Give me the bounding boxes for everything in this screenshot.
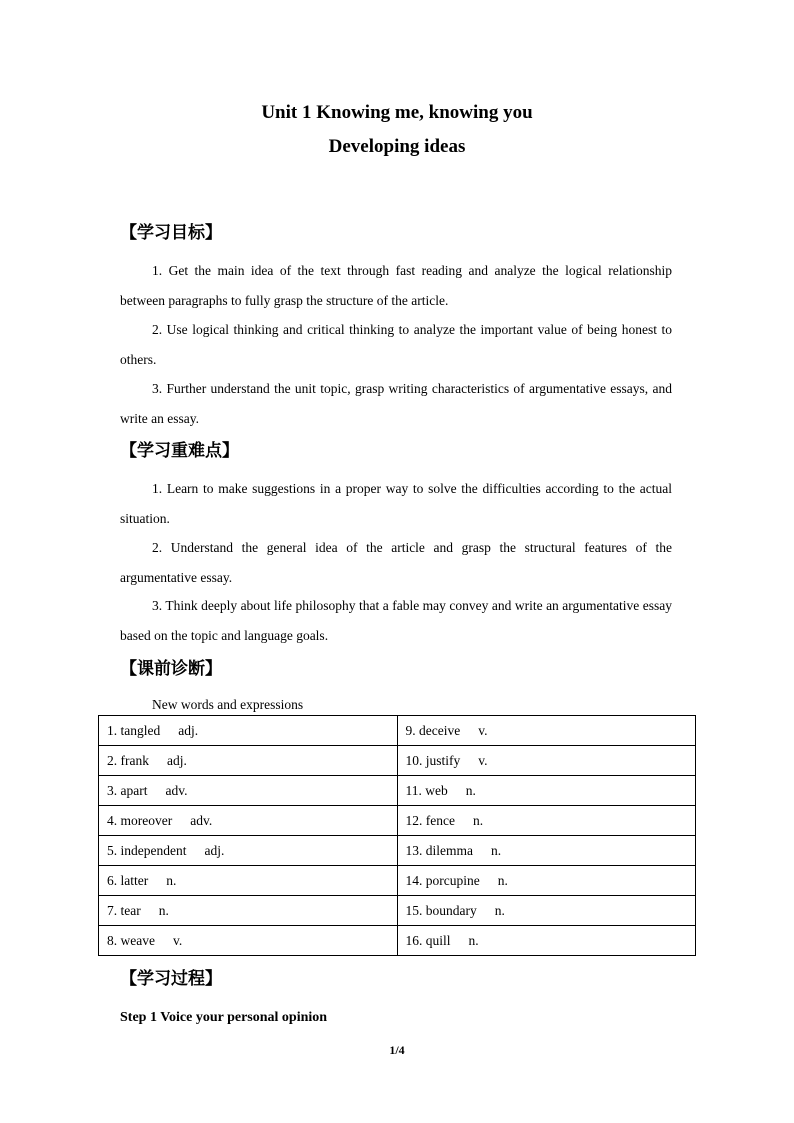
vocab-word: 6. latter [107,872,149,888]
vocab-word: 1. tangled [107,722,161,738]
vocab-word: 3. apart [107,782,148,798]
vocab-part-of-speech: adv. [165,782,188,798]
vocab-word: 14. porcupine [405,872,480,888]
vocab-word: 16. quill [405,932,451,948]
vocab-cell [99,716,398,746]
table-row [99,896,696,926]
vocab-cell [397,836,696,866]
table-row [99,836,696,866]
vocab-cell [397,926,696,956]
vocab-part-of-speech: n. [472,812,484,828]
objective-item: 2. Use logical thinking and critical thinking to analyze the important value of being honest to others. [120,322,672,367]
step-1-heading: Step 1 Voice your personal opinion [120,1010,328,1025]
vocab-word: 2. frank [107,752,149,768]
vocab-part-of-speech: n. [158,902,169,918]
vocab-part-of-speech: n. [494,902,505,918]
vocab-cell [397,746,696,776]
vocab-cell [99,776,398,806]
vocab-cell [99,746,398,776]
objective-item: 1. Get the main idea of the text through fast reading and analyze the logical relationship between paragraphs to fully grasp the structure of the article. [120,263,672,308]
vocab-part-of-speech: adj. [166,752,187,768]
vocab-part-of-speech: n. [468,932,479,948]
vocab-word: 15. boundary [405,902,477,918]
vocab-cell [397,866,696,896]
vocab-cell [397,806,696,836]
vocab-word: 11. web [405,782,448,798]
vocab-word: 9. deceive [405,722,461,738]
page-subtitle: Developing ideas [328,136,466,157]
vocab-word: 13. dilemma [405,842,473,858]
vocab-part-of-speech: v. [478,722,488,738]
table-row [99,926,696,956]
objective-item: 3. Further understand the unit topic, grasp writing characteristics of argumentative essays, and write an essay. [120,381,672,426]
vocab-cell [397,896,696,926]
vocab-part-of-speech: adv. [190,812,213,828]
vocab-cell [397,776,696,806]
table-row [99,866,696,896]
vocab-cell [99,896,398,926]
table-row [99,746,696,776]
process-heading: 【学习过程】 [120,969,222,989]
vocab-cell [99,836,398,866]
table-row [99,776,696,806]
vocabulary-table [98,715,696,956]
table-row [99,806,696,836]
vocab-part-of-speech: n. [491,842,502,858]
key-point-item: 3. Think deeply about life philosophy that a fable may convey and write an argumentative essay based on the topic and language goals. [120,598,672,643]
vocab-cell [99,806,398,836]
vocab-word: 5. independent [107,842,187,858]
vocab-cell [99,926,398,956]
page-number: 1/4 [389,1043,405,1057]
vocabulary-intro: New words and expressions [152,697,304,712]
vocab-word: 10. justify [405,752,461,768]
objectives-heading: 【学习目标】 [120,223,222,243]
key-points-heading: 【学习重难点】 [120,441,239,461]
diagnosis-heading: 【课前诊断】 [120,659,222,679]
vocab-cell [397,716,696,746]
key-point-item: 1. Learn to make suggestions in a proper way to solve the difficulties according to the actual situation. [120,481,672,526]
vocab-word: 4. moreover [107,812,173,828]
key-point-item: 2. Understand the general idea of the article and grasp the structural features of the argumentative essay. [120,540,672,585]
vocab-part-of-speech: n. [166,872,177,888]
table-row [99,716,696,746]
vocab-part-of-speech: adj. [204,842,225,858]
vocab-cell [99,866,398,896]
vocab-part-of-speech: n. [465,782,476,798]
vocab-word: 8. weave [107,932,155,948]
page-title: Unit 1 Knowing me, knowing you [261,102,533,123]
vocab-part-of-speech: v. [172,932,183,948]
vocab-part-of-speech: v. [478,752,488,768]
vocab-part-of-speech: n. [497,872,508,888]
vocab-word: 7. tear [107,902,141,918]
vocab-part-of-speech: adj. [178,722,199,738]
vocab-word: 12. fence [405,812,455,828]
